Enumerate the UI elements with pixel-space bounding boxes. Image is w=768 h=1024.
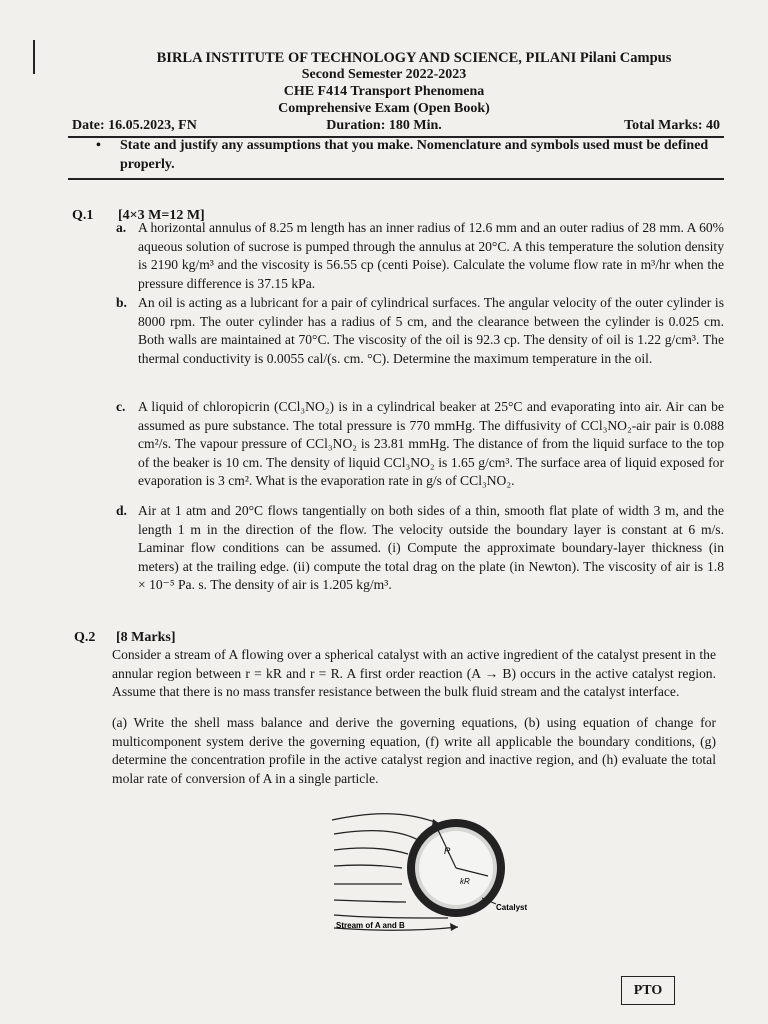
- question-1a: [116, 219, 724, 293]
- question-2-marks: [8 Marks]: [116, 630, 176, 645]
- label-R: R: [444, 846, 451, 856]
- total-marks: Total Marks: 40: [624, 118, 720, 133]
- part-label: c.: [116, 399, 126, 414]
- part-label: a.: [116, 220, 127, 235]
- course-title: CHE F414 Transport Phenomena: [283, 84, 485, 99]
- question-1b-text: An oil is acting as a lubricant for a pair of cylindrical surfaces. The angular velocity of the outer cylinder is 8000 rpm. The outer cylinder has a radius of 5 cm, and the clearance between the cylinder is 0.025 cm. Both walls are maintained at 70°C. The viscosity of the oil is 92.3 cp. The density of oil is 1.22 g/cm³. The thermal conductivity is 0.0055 cal/(s. cm. °C). Determine the maximum temperature in the oil.: [138, 295, 724, 366]
- question-1c: [116, 398, 724, 491]
- question-2-text: Consider a stream of A flowing over a spherical catalyst with an active ingredient of the catalyst present in the annular region between r = kR and r = R. A first order reaction (A → B) occurs in the active catalyst region. Assume that there is no mass transfer resistance between the bulk fluid stream and the catalyst interface.: [112, 647, 716, 700]
- part-label: b.: [116, 295, 127, 310]
- instruction-bullet: •: [96, 138, 101, 153]
- exam-title: Comprehensive Exam (Open Book): [278, 101, 490, 116]
- exam-date: Date: 16.05.2023, FN: [72, 118, 197, 133]
- question-1-number: Q.1: [72, 208, 94, 223]
- label-catalyst: Catalyst: [496, 903, 528, 912]
- part-label: d.: [116, 503, 127, 518]
- pto-box: PTO: [621, 976, 675, 1005]
- label-kR: kR: [460, 877, 470, 886]
- institute-name: BIRLA INSTITUTE OF TECHNOLOGY AND SCIENCE, PILANI Pilani Campus: [156, 50, 672, 66]
- question-1d: [116, 502, 724, 595]
- question-2-number: Q.2: [74, 630, 96, 645]
- label-stream: Stream of A and B: [336, 921, 405, 930]
- instruction-rule: [68, 178, 724, 180]
- exam-duration: Duration: 180 Min.: [326, 118, 442, 133]
- question-1c-text: A liquid of chloropicrin (CCl₃NO₂) is in a cylindrical beaker at 25°C and evaporating into air. Air can be assumed as pure substance. The total pressure is 770 mmHg. The diffusivity of CCl₃NO₂-air pair is 0.088 cm²/s. The vapour pressure of CCl₃NO₂ is 23.81 mmHg. The distance of from the liquid surface to the top of the beaker is 10 cm. The density of liquid CCl₃NO₂ is 1.65 g/cm³. The surface area of liquid exposed for evaporation is 3 cm². What is the evaporation rate in g/s of CCl₃NO₂.: [138, 399, 724, 489]
- catalyst-figure: [330, 802, 560, 942]
- question-1-marks: [4×3 M=12 M]: [118, 208, 205, 223]
- question-1b: [116, 294, 724, 368]
- instruction: [96, 136, 726, 174]
- question-2-tasks: (a) Write the shell mass balance and derive the governing equations, (b) using equation of change for multicomponent system derive the governing equation, (f) write all applicable the boundary conditions, (g) determine the concentration profile in the active catalyst region and inactive region, and (h) evaluate the total molar rate of conversion of A in a single particle.: [112, 715, 716, 786]
- instruction-text: State and justify any assumptions that you make. Nomenclature and symbols used must be defined properly.: [120, 138, 709, 172]
- question-1a-text: A horizontal annulus of 8.25 m length has an inner radius of 12.6 mm and an outer radius of 28 mm. A 60% aqueous solution of sucrose is pumped through the annulus at 20°C. A this temperature the solution density is 2190 kg/m³ and the viscosity is 56.55 cp (centi Poise). Calculate the volume flow rate in m³/hr when the pressure difference is 37.15 kPa.: [138, 220, 724, 291]
- semester: Second Semester 2022-2023: [301, 67, 467, 82]
- question-1d-text: Air at 1 atm and 20°C flows tangentially on both sides of a thin, smooth flat plate of width 3 m, and the length 1 m in the direction of the flow. The velocity outside the boundary layer is constant at 6 m/s. Laminar flow conditions can be assumed. (i) Compute the approximate boundary-layer thickness (in meters) at the trailing edge. (ii) compute the total drag on the plate (in Newton). The viscosity of air is 1.8 × 10⁻⁵ Pa. s. The density of air is 1.205 kg/m³.: [138, 503, 724, 593]
